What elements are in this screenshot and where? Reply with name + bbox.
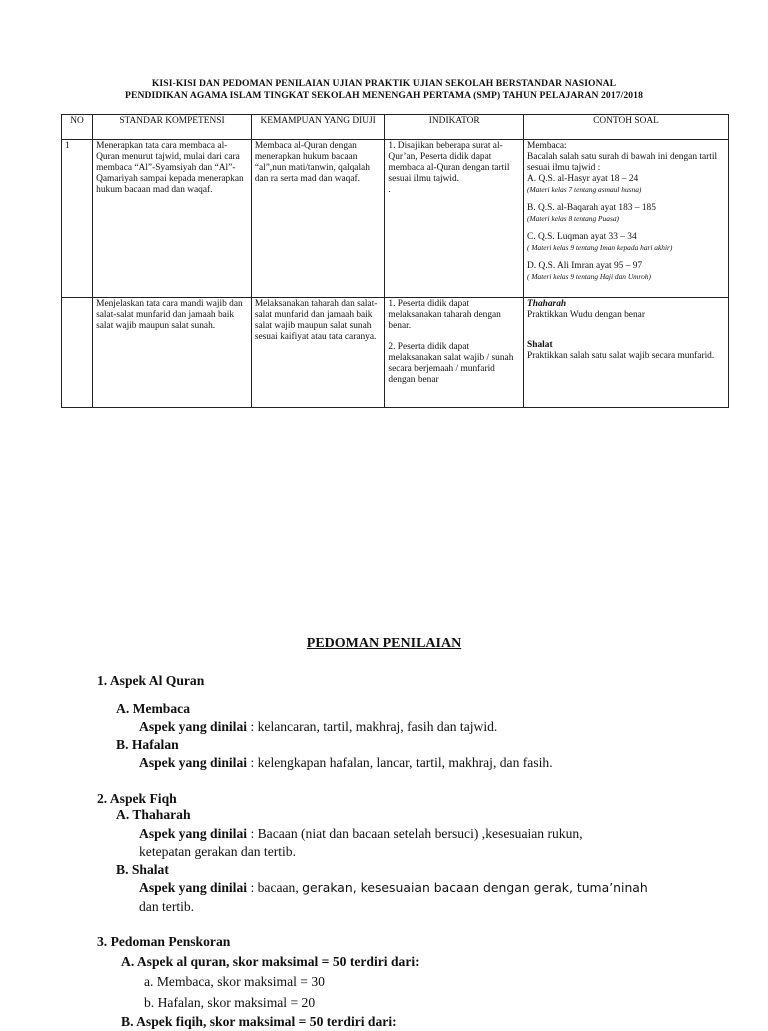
col-contoh-soal: CONTOH SOAL: [524, 115, 729, 140]
soal-item-b: B. Q.S. al-Baqarah ayat 183 – 185: [527, 203, 656, 213]
col-standar: STANDAR KOMPETENSI: [93, 115, 252, 140]
skor-hafalan: b. Hafalan, skor maksimal = 20: [144, 995, 316, 1010]
criteria-text: : Bacaan (niat dan bacaan setelah bersuci) ,kesesuaian rukun,: [247, 826, 583, 841]
skor-fiqih-heading: B. Aspek fiqih, skor maksimal = 50 terdiri dari:: [121, 1014, 397, 1029]
table-row: [62, 140, 729, 298]
document-header: [0, 78, 768, 102]
thaharah-heading: A. Thaharah: [116, 807, 191, 822]
thaharah-criteria-cont: ketepatan gerakan dan tertib.: [139, 844, 297, 859]
soal-note-b: (Materi kelas 8 tentang Puasa): [527, 214, 619, 223]
soal-intro: Membaca:: [527, 141, 567, 151]
cell-contoh-soal: [524, 140, 729, 298]
criteria-text-sans: gerakan, kesesuaian bacaan dengan gerak, tuma’ninah: [302, 880, 648, 895]
hafalan-criteria: [139, 754, 553, 772]
cell-indikator: [385, 140, 524, 298]
thaharah-title: Thaharah: [527, 299, 567, 309]
soal-text: Bacalah salah satu surah di bawah ini dengan tartil sesuai ilmu tajwid :: [527, 152, 718, 173]
indikator-text: 1. Disajikan beberapa surat al-Qur’an, Peserta didik dapat membaca al-Quran dengan tartil sesuai ilmu tajwid.: [388, 141, 510, 184]
shalat-criteria: [139, 879, 648, 897]
criteria-text: : bacaan,: [247, 880, 303, 895]
indikator-2: 2. Peserta didik dapat melaksanakan salat wajib / sunah secara berjemaah / munfarid dengan benar: [388, 342, 514, 385]
soal-note-c: ( Materi kelas 9 tentang Iman kepada hari akhir): [527, 243, 673, 252]
section-1-heading: 1. Aspek Al Quran: [97, 673, 205, 688]
thaharah-criteria: [139, 825, 583, 843]
cell-contoh-soal: [524, 298, 729, 408]
cell-indikator: [385, 298, 524, 408]
shalat-title: Shalat: [527, 340, 553, 350]
table-row: [62, 298, 729, 408]
criteria-label: Aspek yang dinilai: [139, 826, 248, 841]
header-line-1: KISI-KISI DAN PEDOMAN PENILAIAN UJIAN PRAKTIK UJIAN SEKOLAH BERSTANDAR NASIONAL: [151, 78, 617, 89]
criteria-label: Aspek yang dinilai: [139, 755, 248, 770]
header-line-2: PENDIDIKAN AGAMA ISLAM TINGKAT SEKOLAH MENENGAH PERTAMA (SMP) TAHUN PELAJARAN 2017/2018: [125, 90, 643, 101]
shalat-text: Praktikkan salah satu salat wajib secara munfarid.: [527, 351, 715, 361]
cell-no: [62, 298, 93, 408]
soal-item-a: A. Q.S. al-Hasyr ayat 18 – 24: [527, 174, 639, 184]
kisi-kisi-table: [61, 114, 729, 408]
cell-no: 1: [62, 140, 93, 298]
criteria-label: Aspek yang dinilai: [139, 719, 248, 734]
membaca-heading: A. Membaca: [116, 701, 190, 716]
indikator-1: 1. Peserta didik dapat melaksanakan taharah dengan benar.: [388, 299, 501, 331]
indikator-dot: .: [388, 185, 391, 195]
hafalan-heading: B. Hafalan: [116, 737, 179, 752]
skor-quran-heading: A. Aspek al quran, skor maksimal = 50 terdiri dari:: [121, 954, 420, 969]
thaharah-text: Praktikkan Wudu dengan benar: [527, 310, 645, 320]
membaca-criteria: [139, 718, 497, 736]
shalat-heading: B. Shalat: [116, 862, 169, 877]
soal-note-a: (Materi kelas 7 tentang asmaul husna): [527, 185, 642, 194]
section-2-heading: 2. Aspek Fiqh: [97, 791, 177, 806]
cell-kemampuan: Membaca al-Quran dengan menerapkan hukum bacaan “al”,nun mati/tanwin, qalqalah dan ra serta mad dan waqaf.: [251, 140, 385, 298]
criteria-label: Aspek yang dinilai: [139, 880, 248, 895]
pedoman-title: PEDOMAN PENILAIAN: [306, 636, 462, 651]
criteria-text: : kelengkapan hafalan, lancar, tartil, makhraj, dan fasih.: [247, 755, 553, 770]
col-indikator: INDIKATOR: [385, 115, 524, 140]
section-3-heading: 3. Pedoman Penskoran: [97, 934, 231, 949]
cell-standar: Menjelaskan tata cara mandi wajib dan salat-salat munfarid dan jamaah baik salat wajib maupun salat sunah.: [93, 298, 252, 408]
col-no: NO: [62, 115, 93, 140]
skor-membaca: a. Membaca, skor maksimal = 30: [144, 974, 325, 989]
soal-item-c: C. Q.S. Luqman ayat 33 – 34: [527, 232, 637, 242]
soal-note-d: ( Materi kelas 9 tentang Haji dan Umroh): [527, 272, 651, 281]
criteria-text: : kelancaran, tartil, makhraj, fasih dan tajwid.: [247, 719, 498, 734]
shalat-criteria-cont: dan tertib.: [139, 899, 195, 914]
cell-kemampuan: Melaksanakan taharah dan salat-salat munfarid dan jamaah baik salat wajib maupun salat sunah sesuai kaifiyat atau tata caranya.: [251, 298, 385, 408]
soal-item-d: D. Q.S. Ali Imran ayat 95 – 97: [527, 261, 643, 271]
cell-standar: Menerapkan tata cara membaca al-Quran menurut tajwid, mulai dari cara membaca “Al”-Syamsiyah dan “Al”- Qamariyah sampai kepada menerapkan hukum bacaan mad dan waqaf.: [93, 140, 252, 298]
col-kemampuan: KEMAMPUAN YANG DIUJI: [251, 115, 385, 140]
table-header-row: [62, 115, 729, 140]
